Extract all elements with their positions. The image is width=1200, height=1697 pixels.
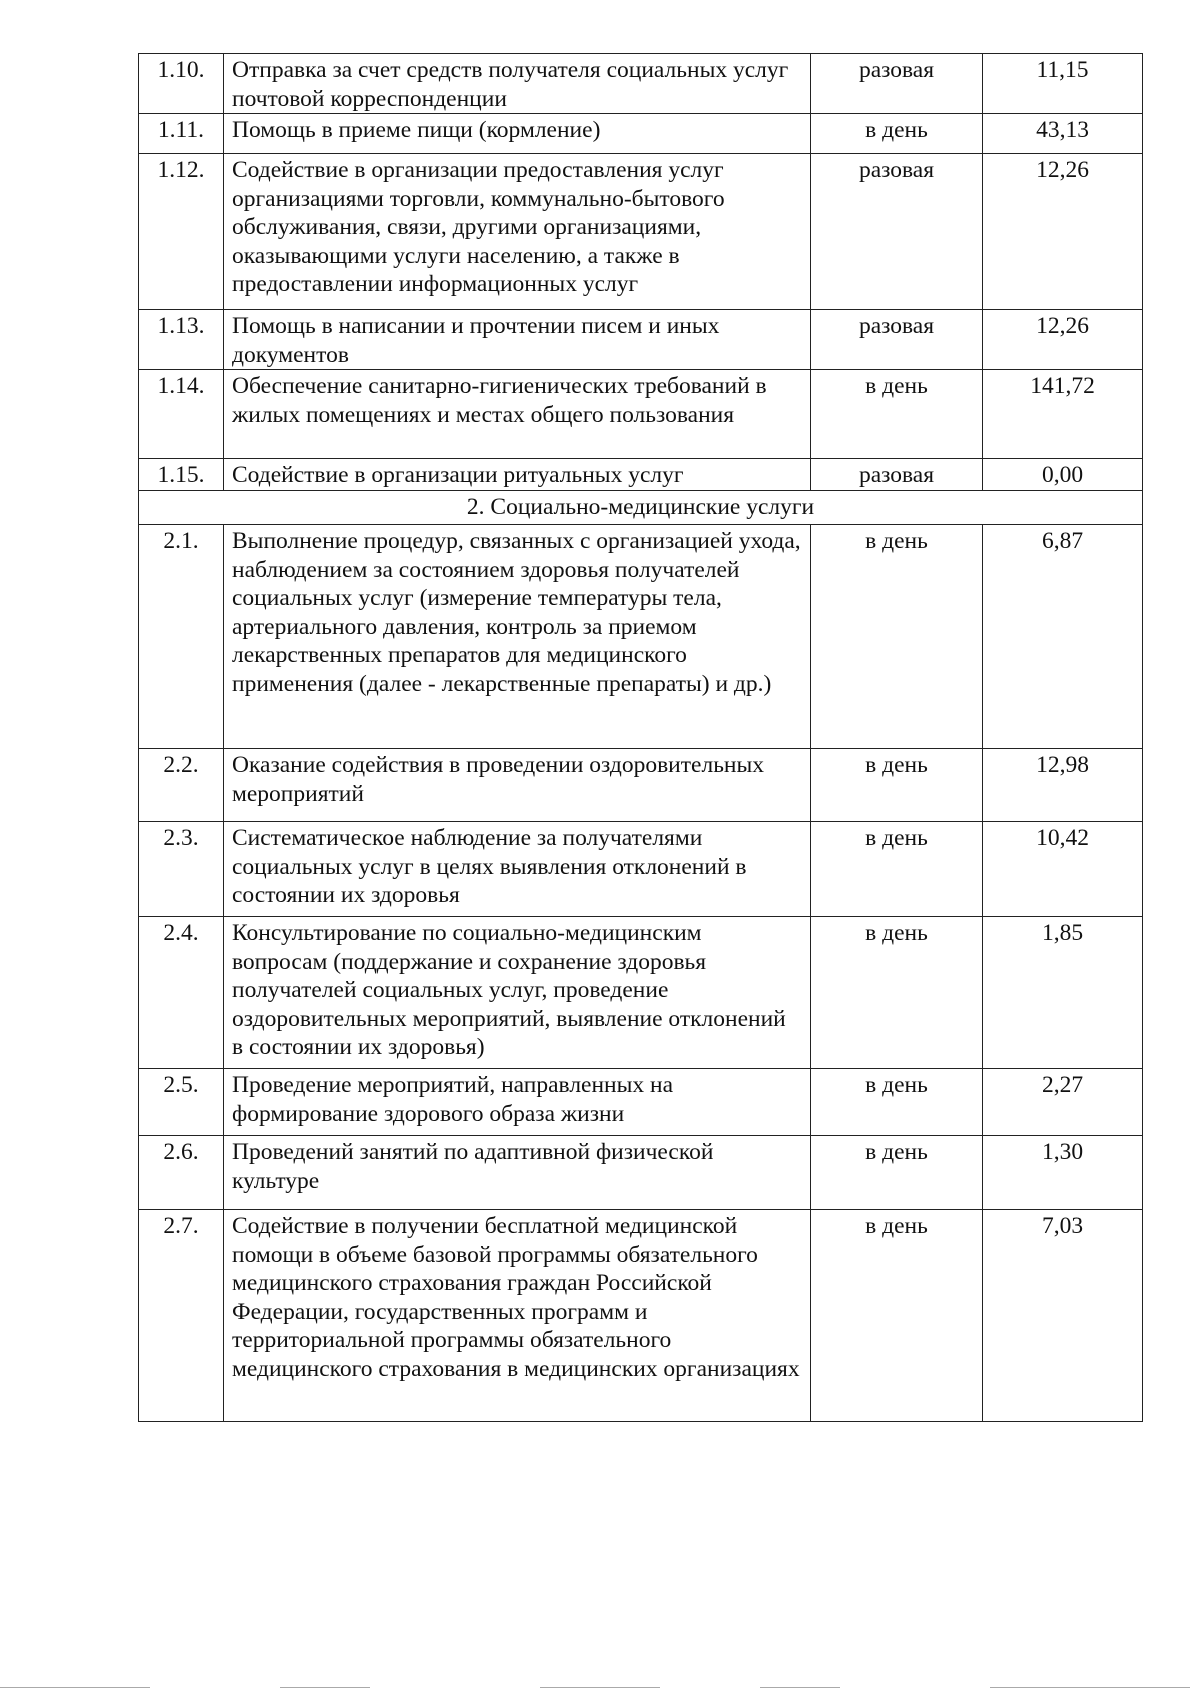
service-name: Содействие в получении бесплатной медицинской помощи в объеме базовой программы обязательного медицинского страхования граждан Российской Федерации, государственных программ и территориальной программы обязательного медицинского страхования в медицинских организациях: [224, 1210, 811, 1422]
row-number: 1.13.: [139, 310, 224, 370]
row-number: 1.11.: [139, 114, 224, 154]
service-name: Систематическое наблюдение за получателями социальных услуг в целях выявления отклонений в состоянии их здоровья: [224, 822, 811, 917]
table-row: [139, 54, 1143, 114]
service-period: в день: [811, 822, 983, 917]
row-number: 1.14.: [139, 370, 224, 459]
service-name: Помощь в написании и прочтении писем и иных документов: [224, 310, 811, 370]
row-number: 2.2.: [139, 749, 224, 822]
service-period: в день: [811, 1069, 983, 1136]
service-period: в день: [811, 1210, 983, 1422]
row-number: 2.3.: [139, 822, 224, 917]
service-period: разовая: [811, 54, 983, 114]
service-period: в день: [811, 370, 983, 459]
row-number: 2.5.: [139, 1069, 224, 1136]
table-row: [139, 154, 1143, 310]
scan-artifact-line: [990, 1687, 1190, 1688]
table-row: [139, 822, 1143, 917]
service-price: 141,72: [983, 370, 1143, 459]
service-price: 10,42: [983, 822, 1143, 917]
row-number: 1.10.: [139, 54, 224, 114]
service-price: 7,03: [983, 1210, 1143, 1422]
scan-artifact-line: [0, 1687, 150, 1688]
service-name: Консультирование по социально-медицинским вопросам (поддержание и сохранение здоровья получателей социальных услуг, проведение оздоровительных мероприятий, выявление отклонений в состоянии их здоровья): [224, 917, 811, 1069]
service-price: 12,98: [983, 749, 1143, 822]
table-row: [139, 114, 1143, 154]
row-number: 2.6.: [139, 1136, 224, 1210]
table-row: [139, 370, 1143, 459]
service-name: Проведений занятий по адаптивной физической культуре: [224, 1136, 811, 1210]
scan-artifact-line: [760, 1687, 840, 1688]
service-name: Содействие в организации ритуальных услуг: [224, 459, 811, 491]
service-name: Выполнение процедур, связанных с организацией ухода, наблюдением за состоянием здоровья получателей социальных услуг (измерение температуры тела, артериального давления, контроль за приемом лекарственных препаратов для медицинского применения (далее - лекарственные препараты) и др.): [224, 525, 811, 749]
table-row: [139, 525, 1143, 749]
service-period: в день: [811, 114, 983, 154]
service-price: 43,13: [983, 114, 1143, 154]
service-price: 12,26: [983, 310, 1143, 370]
service-period: разовая: [811, 154, 983, 310]
service-price: 12,26: [983, 154, 1143, 310]
service-period: в день: [811, 917, 983, 1069]
service-period: в день: [811, 525, 983, 749]
table-row: [139, 749, 1143, 822]
scan-artifact-line: [280, 1687, 370, 1688]
row-number: 1.15.: [139, 459, 224, 491]
service-price: 6,87: [983, 525, 1143, 749]
service-period: в день: [811, 749, 983, 822]
section-header-row: [139, 491, 1143, 525]
table-row: [139, 310, 1143, 370]
row-number: 1.12.: [139, 154, 224, 310]
service-period: разовая: [811, 459, 983, 491]
table-row: [139, 1210, 1143, 1422]
service-price: 0,00: [983, 459, 1143, 491]
service-name: Обеспечение санитарно-гигиенических требований в жилых помещениях и местах общего пользования: [224, 370, 811, 459]
section-title: 2. Социально-медицинские услуги: [139, 491, 1143, 525]
table-row: [139, 917, 1143, 1069]
row-number: 2.7.: [139, 1210, 224, 1422]
service-period: разовая: [811, 310, 983, 370]
service-name: Отправка за счет средств получателя социальных услуг почтовой корреспонденции: [224, 54, 811, 114]
service-price: 1,85: [983, 917, 1143, 1069]
service-name: Проведение мероприятий, направленных на формирование здорового образа жизни: [224, 1069, 811, 1136]
service-price: 11,15: [983, 54, 1143, 114]
table-row: [139, 459, 1143, 491]
row-number: 2.1.: [139, 525, 224, 749]
service-name: Оказание содействия в проведении оздоровительных мероприятий: [224, 749, 811, 822]
services-price-table: [138, 53, 1143, 1422]
table-row: [139, 1069, 1143, 1136]
service-price: 2,27: [983, 1069, 1143, 1136]
service-price: 1,30: [983, 1136, 1143, 1210]
service-period: в день: [811, 1136, 983, 1210]
service-name: Помощь в приеме пищи (кормление): [224, 114, 811, 154]
scan-artifact-line: [540, 1687, 660, 1688]
table-row: [139, 1136, 1143, 1210]
row-number: 2.4.: [139, 917, 224, 1069]
service-name: Содействие в организации предоставления услуг организациями торговли, коммунально-бытового обслуживания, связи, другими организациями, оказывающими услуги населению, а также в предоставлении информационных услуг: [224, 154, 811, 310]
